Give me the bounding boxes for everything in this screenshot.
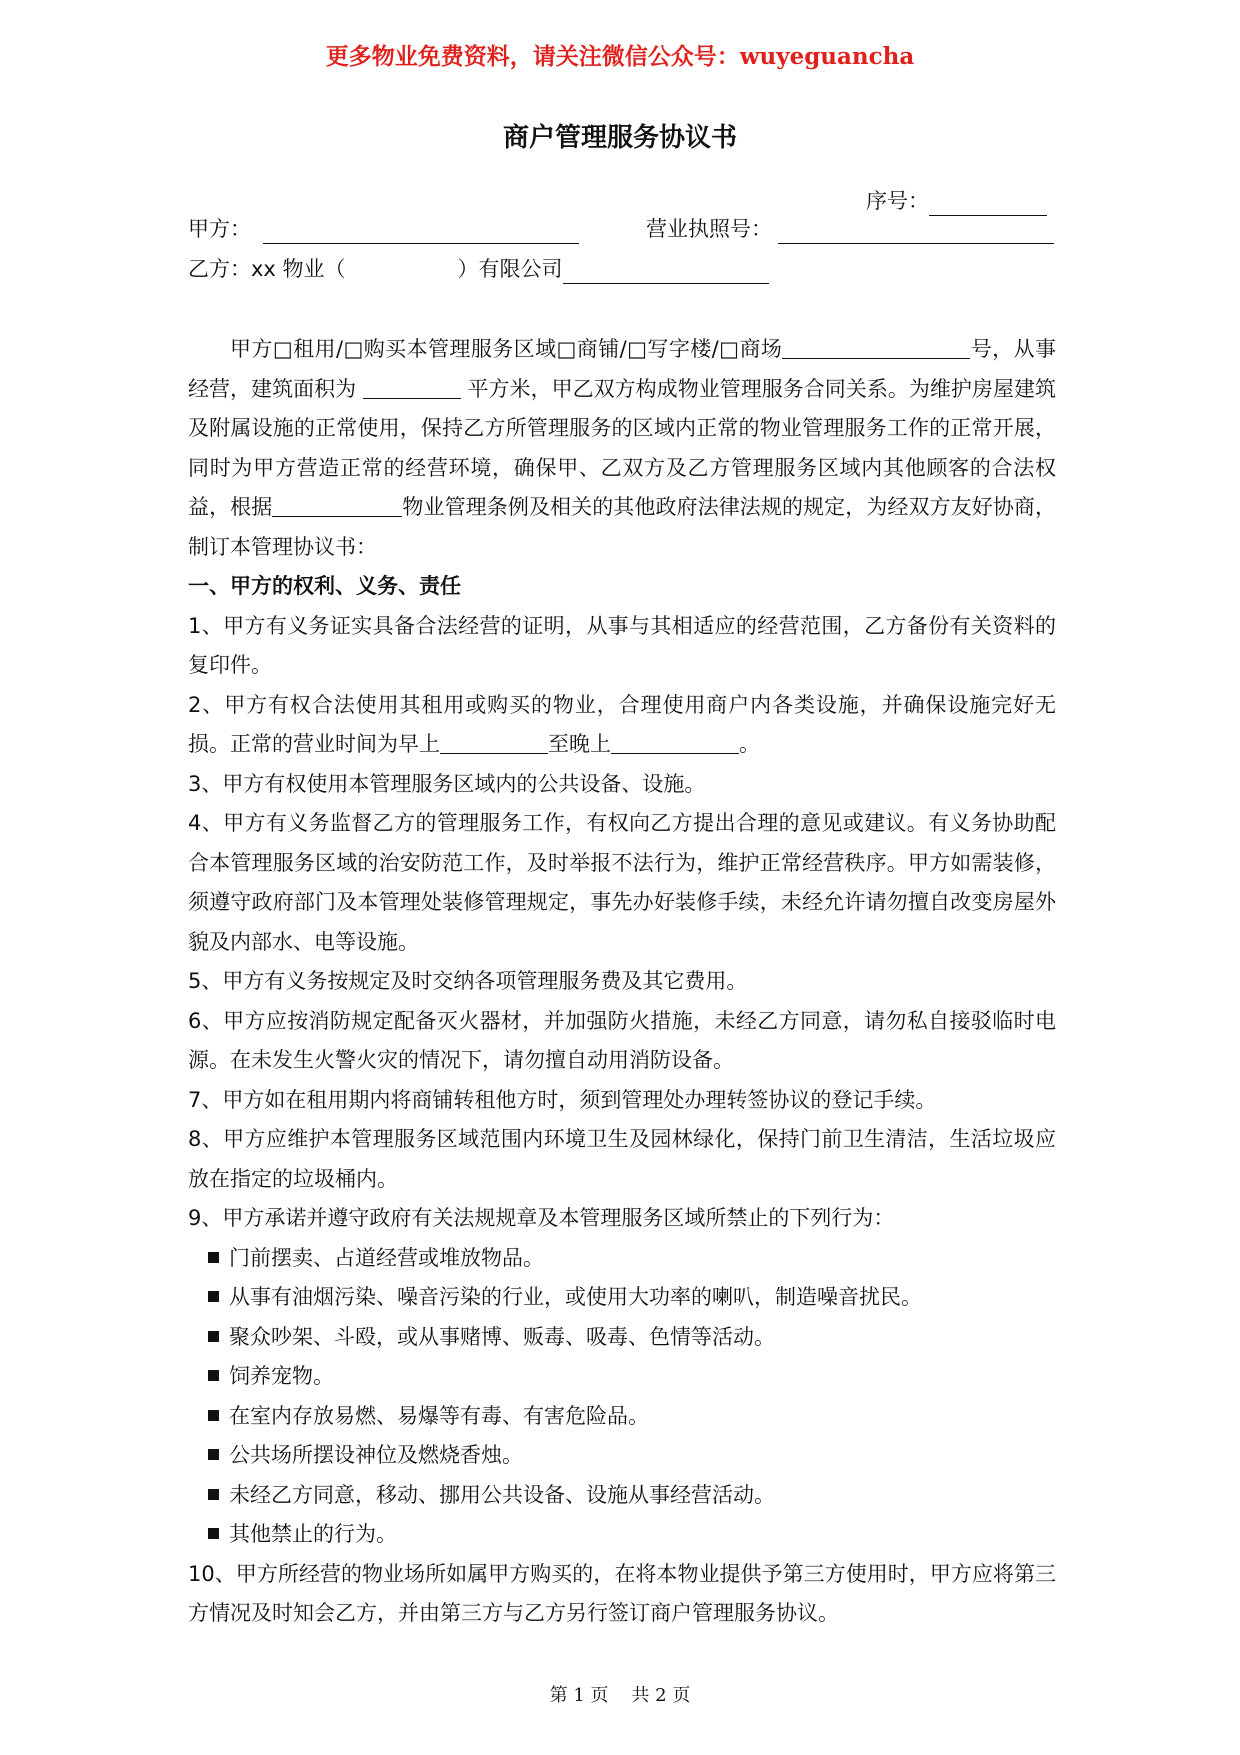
- serial-label: 序号：: [866, 189, 929, 213]
- clause-5: 5、甲方有义务按规定及时交纳各项管理服务费及其它费用。: [188, 969, 748, 993]
- square-bullet-icon: [208, 1370, 219, 1381]
- license-blank: [778, 219, 1054, 244]
- clause-4: 4、甲方有义务监督乙方的管理服务工作，有权向乙方提出合理的意见或建议。有义务协助配合本管理服务区域的治安防范工作，及时举报不法行为，维护正常经营秩序。甲方如需装修，须遵守政府部门及本管理处装修管理规定，事先办好装修手续，未经允许请勿擅自改变房屋外貌及内部水、电等设施。: [188, 811, 1056, 954]
- square-bullet-icon: [208, 1489, 219, 1500]
- regulation-blank: [272, 494, 402, 517]
- page-mid: 页 共: [584, 1685, 656, 1706]
- serial-number-field: [866, 186, 1047, 216]
- clause-2-text-c: 。: [739, 732, 760, 756]
- license-number-field: [646, 214, 1054, 244]
- list-item: [188, 1318, 1056, 1358]
- page-total: 2: [655, 1685, 667, 1706]
- square-bullet-icon: [208, 1252, 219, 1263]
- party-b-blank: [563, 259, 769, 284]
- license-label: 营业执照号：: [646, 217, 772, 241]
- promo-banner: 更多物业免费资料，请关注微信公众号：wuyeguancha: [325, 43, 915, 70]
- intro-paragraph: [188, 330, 1056, 567]
- list-item-text: 门前摆卖、占道经营或堆放物品。: [229, 1245, 544, 1270]
- party-a-label: 甲方：: [188, 217, 251, 241]
- square-bullet-icon: [208, 1331, 219, 1342]
- section-title: 一、甲方的权利、义务、责任: [188, 574, 461, 598]
- open-time-blank: [440, 731, 548, 754]
- list-item: [188, 1357, 1056, 1397]
- agreement-body: [188, 330, 1056, 1634]
- party-b-prefix: 乙方：xx 物业（: [188, 257, 346, 281]
- party-a-blank: [263, 219, 579, 244]
- clause-9: 9、甲方承诺并遵守政府有关法规规章及本管理服务区域所禁止的下列行为：: [188, 1206, 895, 1230]
- list-item-text: 从事有油烟污染、噪音污染的行业，或使用大功率的喇叭，制造噪音扰民。: [229, 1285, 922, 1309]
- clause-8: 8、甲方应维护本管理服务区域范围内环境卫生及园林绿化，保持门前卫生清洁，生活垃圾应放在指定的垃圾桶内。: [188, 1127, 1056, 1191]
- list-item: [188, 1515, 1056, 1555]
- list-item-text: 在室内存放易燃、易爆等有毒、有害危险品。: [229, 1403, 649, 1428]
- list-item: [188, 1239, 1056, 1279]
- clause-2: [188, 686, 1056, 765]
- clause-1: 1、甲方有义务证实具备合法经营的证明，从事与其相适应的经营范围，乙方备份有关资料的复印件。: [188, 613, 1056, 677]
- list-item: [188, 1476, 1056, 1516]
- party-b-suffix: ）有限公司: [457, 257, 563, 281]
- page-suffix: 页: [666, 1685, 691, 1706]
- document-title: 商户管理服务协议书: [502, 123, 737, 153]
- intro-text-3: 平方米，甲乙双方构成物业管理服务合同关系。为维护房屋建筑及附属设施的正常使用，保持乙方所管理服务的区域内正常的物业管理服务工作的正常开展，同时为甲方营造正常的经营环境，确保甲、乙双方及乙方管理服务区域内其他顾客的合法权益，根据: [188, 376, 1056, 519]
- list-item-text: 聚众吵架、斗殴，或从事赌博、贩毒、吸毒、色情等活动。: [229, 1324, 775, 1349]
- page-current: 1: [573, 1685, 585, 1706]
- list-item: [188, 1436, 1056, 1476]
- list-item-text: 公共场所摆设神位及燃烧香烛。: [229, 1443, 523, 1467]
- intro-text-4: 物业管理条例及相关的其他政府法律法规的规定，为经双方友好协商，制订本管理协议书：: [188, 495, 1056, 559]
- list-item: [188, 1397, 1056, 1437]
- clause-6: 6、甲方应按消防规定配备灭火器材，并加强防火措施，未经乙方同意，请勿私自接驳临时电源。在未发生火警火灾的情况下，请勿擅自动用消防设备。: [188, 1008, 1056, 1072]
- list-item-text: 其他禁止的行为。: [229, 1522, 397, 1546]
- intro-text-1: 甲方□租用/□购买本管理服务区域□商铺/□写字楼/□商场: [230, 337, 783, 361]
- page-prefix: 第: [549, 1685, 574, 1706]
- clause-2-text-b: 至晚上: [548, 732, 611, 756]
- intro-text-2: 号，从事经营，建筑面积为: [188, 337, 1057, 401]
- clause-7: 7、甲方如在租用期内将商铺转租他方时，须到管理处办理转签协议的登记手续。: [188, 1087, 937, 1112]
- square-bullet-icon: [208, 1410, 219, 1421]
- page-footer: [0, 1681, 1240, 1707]
- party-a-field: [188, 214, 579, 244]
- area-blank: [363, 376, 461, 399]
- party-b-field: [188, 254, 769, 284]
- square-bullet-icon: [208, 1291, 219, 1302]
- clause-10: 10、甲方所经营的物业场所如属甲方购买的，在将本物业提供予第三方使用时，甲方应将第三方情况及时知会乙方，并由第三方与乙方另行签订商户管理服务协议。: [188, 1561, 1056, 1625]
- close-time-blank: [611, 731, 739, 754]
- clause-3: 3、甲方有权使用本管理服务区域内的公共设备、设施。: [188, 771, 706, 796]
- shop-number-blank: [782, 336, 970, 359]
- list-item-text: 未经乙方同意，移动、挪用公共设备、设施从事经营活动。: [229, 1482, 775, 1507]
- clause-2-text-a: 2、甲方有权合法使用其租用或购买的物业，合理使用商户内各类设施，并确保设施完好无损。正常的营业时间为早上: [188, 692, 1056, 756]
- square-bullet-icon: [208, 1449, 219, 1460]
- list-item: [188, 1278, 1056, 1318]
- serial-blank: [929, 191, 1047, 216]
- list-item-text: 饲养宠物。: [229, 1364, 334, 1388]
- square-bullet-icon: [208, 1528, 219, 1539]
